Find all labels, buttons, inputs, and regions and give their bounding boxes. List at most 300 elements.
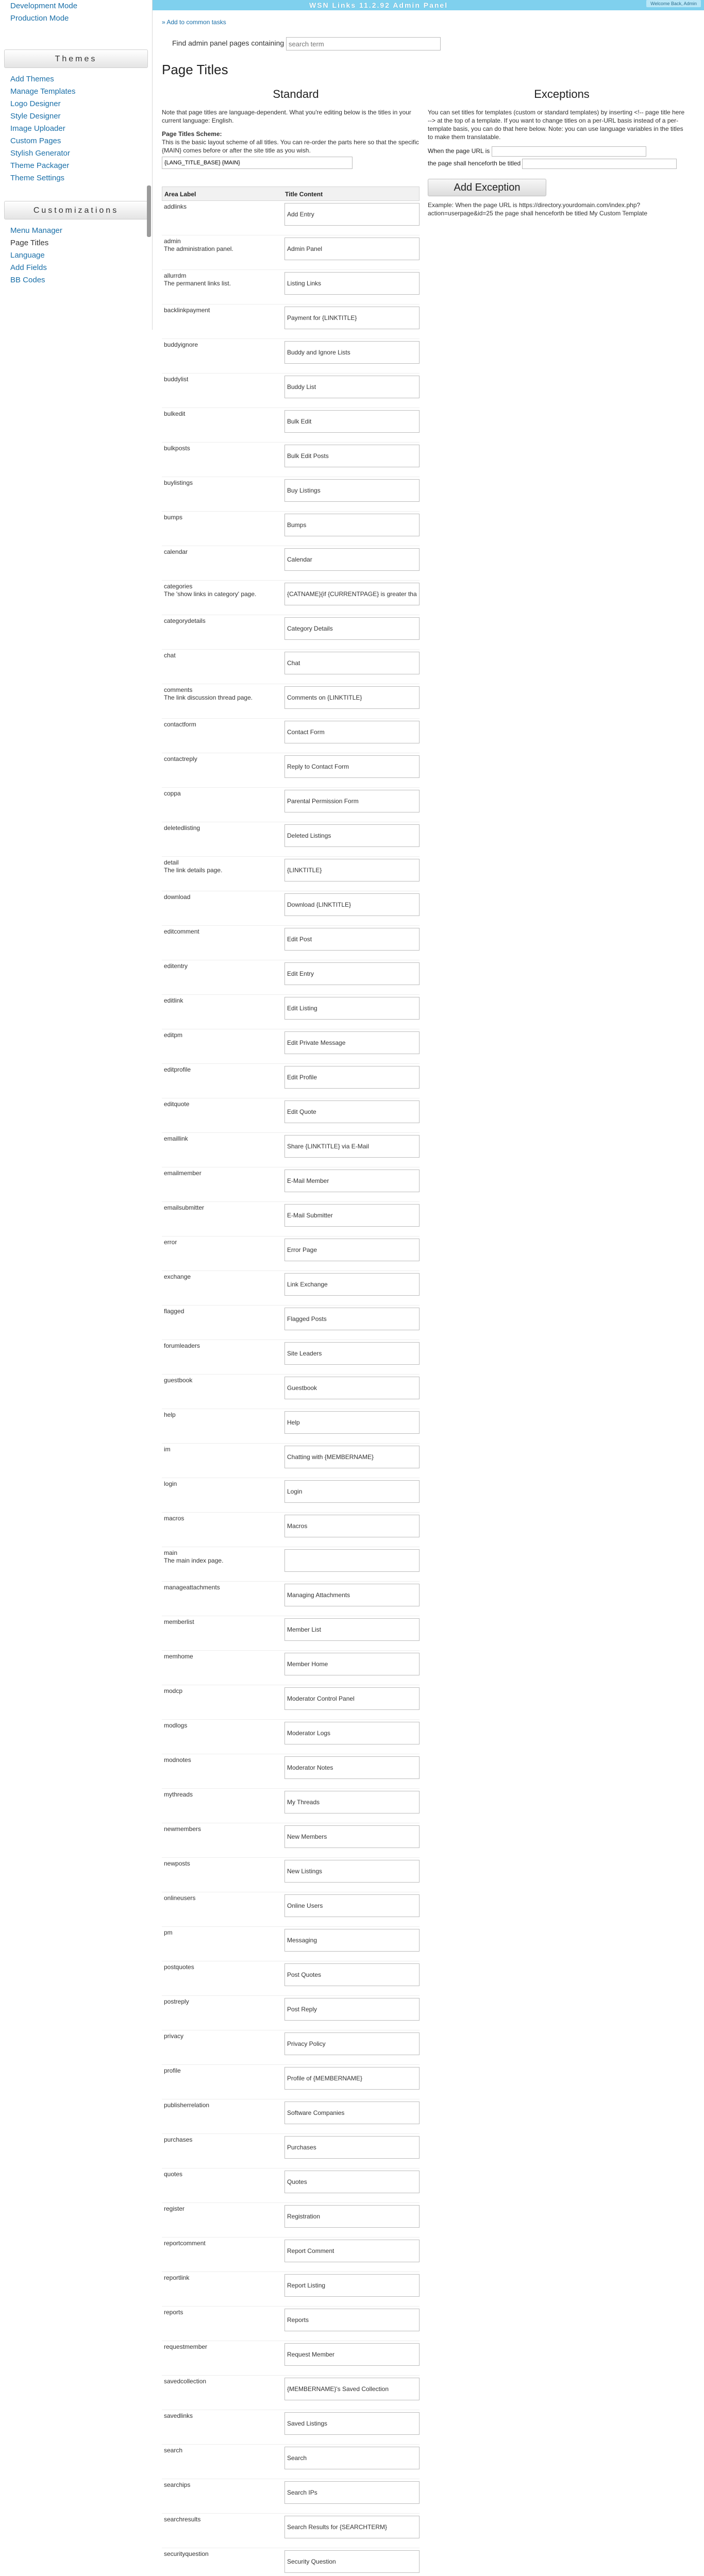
table-row [162,2203,420,2238]
table-row [162,2410,420,2445]
title-cell [282,235,420,269]
title-content-input[interactable] [284,2447,420,2469]
area-label: searchresults [164,2516,201,2523]
sidebar [0,0,153,330]
title-cell [282,995,420,1029]
area-label: modlogs [164,1722,188,1729]
title-content-input[interactable] [284,2481,420,2504]
title-cell [282,304,420,338]
area-label: modnotes [164,1756,191,1764]
find-pages-label: Find admin panel pages containing [172,39,284,47]
area-label: editentry [164,962,188,970]
title-content-input[interactable] [284,2516,420,2538]
title-content-input[interactable] [284,721,420,743]
sidebar-item-image-uploader[interactable]: Image Uploader [10,124,65,133]
table-row [162,1029,420,1064]
table-row [162,1996,420,2030]
area-label: exchange [164,1273,191,1280]
table-row [162,857,420,891]
table-row [162,1651,420,1685]
sidebar-item-style-designer[interactable]: Style Designer [10,112,61,121]
table-row [162,822,420,857]
title-cell [282,1444,420,1478]
title-content-input[interactable] [284,928,420,951]
title-content-input[interactable] [284,1066,420,1089]
title-content-input[interactable] [284,1618,420,1641]
title-content-input[interactable] [284,1515,420,1537]
title-content-input[interactable] [284,2412,420,2435]
exception-title-label: the page shall henceforth be titled [428,160,521,167]
title-content-input[interactable] [284,203,420,226]
area-label: main The main index page. [164,1549,224,1564]
area-label: register [164,2205,185,2212]
table-row [162,2099,420,2134]
sidebar-item-menu-manager[interactable]: Menu Manager [10,226,62,235]
title-cell [282,2030,420,2064]
title-content-input[interactable] [284,2550,420,2573]
customizations-section-header[interactable]: Customizations [4,201,148,219]
area-label: bulkposts [164,445,190,452]
find-pages-row [172,37,441,50]
table-row [162,1927,420,1961]
table-row [162,995,420,1029]
area-label: memhome [164,1653,193,1660]
title-content-input[interactable] [284,1998,420,2021]
title-cell [282,2134,420,2168]
title-cell [282,2065,420,2099]
table-row [162,2514,420,2548]
title-cell [282,788,420,822]
table-row [162,1064,420,1098]
title-cell [282,477,420,511]
title-cell [282,1236,420,1270]
area-label: calendar [164,548,188,555]
area-label: searchips [164,2481,191,2488]
table-row [162,1582,420,1616]
title-cell [282,1340,420,1374]
area-label: help [164,1411,176,1418]
area-label: error [164,1239,177,1246]
exception-title-row [428,159,696,169]
title-cell [282,2203,420,2237]
title-cell [282,684,420,718]
title-cell [282,2099,420,2133]
table-row [162,1892,420,1927]
area-label: deletedlisting [164,824,200,832]
title-cell [282,1029,420,1063]
title-cell [282,1927,420,1961]
table-row [162,1306,420,1340]
title-cell [282,408,420,442]
exception-url-label: When the page URL is [428,147,490,155]
title-cell [282,1616,420,1650]
table-row [162,650,420,684]
table-row [162,1409,420,1444]
welcome-badge[interactable]: Welcome Back, Admin [646,0,701,7]
area-label: coppa [164,790,181,797]
area-label: guestbook [164,1377,193,1384]
title-cell [282,1513,420,1547]
title-content-input[interactable] [284,238,420,260]
area-label: forumleaders [164,1342,200,1349]
table-row [162,2134,420,2168]
area-label: contactform [164,721,196,728]
title-content-input[interactable] [284,341,420,364]
title-content-input[interactable] [284,2274,420,2297]
table-row [162,2376,420,2410]
title-content-input[interactable] [284,2205,420,2228]
title-content-input[interactable] [284,2240,420,2262]
title-content-input[interactable] [284,1722,420,1744]
area-label: buylistings [164,479,193,486]
table-row [162,304,420,339]
table-row [162,512,420,546]
title-cell [282,1547,420,1581]
standard-heading: Standard [273,88,319,100]
title-cell [282,857,420,891]
title-cell [282,1064,420,1098]
title-content-input[interactable] [284,1411,420,1434]
title-content-input[interactable] [284,1204,420,1227]
sidebar-item-add-themes[interactable]: Add Themes [10,75,54,83]
title-content-input[interactable] [284,1135,420,1158]
title-cell [282,753,420,787]
title-content-input[interactable] [284,1929,420,1952]
title-content-input[interactable] [284,1963,420,1986]
title-cell [282,2376,420,2410]
title-content-input[interactable] [284,1791,420,1814]
title-content-input[interactable] [284,1446,420,1468]
area-label: privacy [164,2032,184,2040]
table-row [162,1858,420,1892]
sidebar-item-language[interactable]: Language [10,251,45,260]
area-label: quotes [164,2171,183,2178]
area-label: purchases [164,2136,193,2143]
table-row [162,2479,420,2514]
title-content-input[interactable] [284,376,420,398]
title-content-input[interactable] [284,1031,420,1054]
area-label: editprofile [164,1066,191,1073]
table-row [162,1823,420,1858]
table-row [162,374,420,408]
title-content-input[interactable] [284,1756,420,1779]
table-row [162,408,420,443]
table-header [162,187,420,201]
title-cell [282,2479,420,2513]
area-label: postreply [164,1998,189,2005]
title-content-input[interactable] [284,824,420,847]
table-row [162,2272,420,2307]
table-row [162,926,420,960]
area-label: bumps [164,514,183,521]
title-cell [282,581,420,615]
area-label: editpm [164,1031,183,1039]
scheme-description: This is the basic layout scheme of all titles. You can re-order the parts here so that the specific {MAIN} comes before or after the site title as you wish. [162,139,419,154]
sidebar-item-development-mode[interactable]: Development Mode [10,2,78,10]
area-label: categorydetails [164,617,206,624]
title-cell [282,1961,420,1995]
add-to-common-tasks-link[interactable]: » Add to common tasks [162,19,226,26]
table-row [162,1167,420,1202]
table-row [162,1720,420,1754]
area-label: macros [164,1515,185,1522]
sidebar-item-bb-codes[interactable]: BB Codes [10,276,45,284]
sidebar-item-logo-designer[interactable]: Logo Designer [10,99,61,108]
title-content-input[interactable] [284,1342,420,1365]
add-exception-button[interactable]: Add Exception [428,179,546,196]
title-content-input[interactable] [284,583,420,605]
title-content-input[interactable] [284,514,420,536]
table-row [162,546,420,581]
area-label: editcomment [164,928,199,935]
title-cell [282,1409,420,1443]
table-row [162,2341,420,2376]
area-label: editlink [164,997,183,1004]
table-row [162,1961,420,1996]
title-cell [282,891,420,925]
area-label: profile [164,2067,181,2074]
exception-example: Example: When the page URL is https://directory.yourdomain.com/index.php?action=userpage&id=25 the page shall henceforth be titled My Custom Template [428,201,648,217]
table-row [162,1478,420,1513]
sidebar-item-theme-packager[interactable]: Theme Packager [10,161,70,170]
page-titles-table [162,187,420,2576]
sidebar-item-stylish-generator[interactable]: Stylish Generator [10,149,70,158]
sidebar-scrollbar[interactable] [147,185,151,237]
title-cell [282,650,420,684]
title-cell [282,1167,420,1201]
admin-panel-title: WSN Links 11.2.92 Admin Panel [309,1,448,9]
title-cell [282,1202,420,1236]
title-cell [282,339,420,373]
page-title: Page Titles [162,62,228,77]
table-row [162,2065,420,2099]
sidebar-item-page-titles[interactable]: Page Titles [10,239,49,247]
title-content-input[interactable] [284,307,420,329]
area-label: emailmember [164,1170,202,1177]
title-cell [282,1478,420,1512]
title-content-input[interactable] [284,790,420,812]
column-header-title: Title Content [285,191,323,198]
themes-section-header[interactable]: Themes [4,49,148,68]
table-row [162,1375,420,1409]
area-label: postquotes [164,1963,194,1971]
title-content-input[interactable] [284,997,420,1020]
title-content-input[interactable] [284,893,420,916]
title-content-input[interactable] [284,2032,420,2055]
table-row [162,1271,420,1306]
area-label: mythreads [164,1791,193,1798]
title-content-input[interactable] [284,1308,420,1330]
table-row [162,2238,420,2272]
table-row [162,960,420,995]
title-cell [282,1823,420,1857]
title-content-input[interactable] [284,1170,420,1192]
area-label: newposts [164,1860,190,1867]
area-label: reportcomment [164,2240,206,2247]
table-row [162,2445,420,2479]
title-cell [282,1789,420,1823]
table-row [162,270,420,304]
title-cell [282,2548,420,2576]
area-label: detail The link details page. [164,859,223,874]
title-cell [282,1754,420,1788]
table-row [162,443,420,477]
title-cell [282,1098,420,1132]
table-row [162,235,420,270]
title-cell [282,2272,420,2306]
title-cell [282,2341,420,2375]
area-label: publisherrelation [164,2102,210,2109]
area-label: memberlist [164,1618,194,1625]
table-row [162,684,420,719]
sidebar-item-add-fields[interactable]: Add Fields [10,263,47,272]
area-label: buddyignore [164,341,198,348]
title-content-input[interactable] [284,2343,420,2366]
title-scheme-input[interactable] [162,157,353,169]
title-content-input[interactable] [284,1273,420,1296]
title-content-input[interactable] [284,962,420,985]
table-row [162,339,420,374]
exception-title-input[interactable] [522,159,677,169]
title-cell [282,1651,420,1685]
title-cell [282,1996,420,2030]
area-label: search [164,2447,183,2454]
title-cell [282,1892,420,1926]
title-cell [282,201,420,235]
title-cell [282,2410,420,2444]
title-content-input[interactable] [284,2309,420,2331]
table-row [162,201,420,235]
area-label: requestmember [164,2343,208,2350]
table-row [162,891,420,926]
title-cell [282,822,420,856]
table-row [162,1547,420,1582]
title-cell [282,1306,420,1340]
title-cell [282,374,420,408]
title-content-input[interactable] [284,1653,420,1675]
table-row [162,719,420,753]
title-cell [282,1858,420,1892]
title-cell [282,2238,420,2272]
title-cell [282,2514,420,2548]
area-label: emaillink [164,1135,188,1142]
table-row [162,1098,420,1133]
area-label: backlinkpayment [164,307,210,314]
title-cell [282,1685,420,1719]
table-row [162,1789,420,1823]
table-row [162,1513,420,1547]
table-row [162,2548,420,2576]
title-content-input[interactable] [284,479,420,502]
title-content-input[interactable] [284,410,420,433]
table-row [162,1754,420,1789]
title-content-input[interactable] [284,859,420,882]
title-content-input[interactable] [284,686,420,709]
title-cell [282,1133,420,1167]
title-content-input[interactable] [284,1825,420,1848]
exception-url-row [428,146,696,157]
title-content-input[interactable] [284,755,420,778]
table-row [162,1133,420,1167]
title-content-input[interactable] [284,1239,420,1261]
title-content-input[interactable] [284,2378,420,2400]
area-label: buddylist [164,376,189,383]
title-content-input[interactable] [284,1687,420,1710]
column-header-area: Area Label [164,191,196,198]
area-label: manageattachments [164,1584,220,1591]
area-label: flagged [164,1308,185,1315]
table-row [162,1202,420,1236]
title-content-input[interactable] [284,2067,420,2090]
title-content-input[interactable] [284,2171,420,2193]
table-body [162,201,420,2576]
table-row [162,753,420,788]
title-cell [282,2307,420,2341]
title-content-input[interactable] [284,548,420,571]
exceptions-description: You can set titles for templates (custom or standard templates) by inserting <!-- page title here --> at the top of a template. If you want to change titles on a per-URL basis instead of a per-template basis, you can do that here below. Note: you can use language variables in the titles to make them translatable. [428,109,685,141]
title-content-input[interactable] [284,2136,420,2159]
sidebar-item-theme-settings[interactable]: Theme Settings [10,174,65,182]
title-cell [282,2168,420,2202]
area-label: chat [164,652,176,659]
area-label: categories The 'show links in category' page. [164,583,257,598]
area-label: modcp [164,1687,183,1694]
area-label: reportlink [164,2274,190,2281]
title-content-input[interactable] [284,1549,420,1572]
title-cell [282,719,420,753]
area-label: savedcollection [164,2378,207,2385]
scheme-label: Page Titles Scheme: [162,130,222,138]
title-content-input[interactable] [284,1894,420,1917]
title-cell [282,615,420,649]
search-input[interactable] [286,37,441,50]
title-cell [282,926,420,960]
title-content-input[interactable] [284,617,420,640]
title-cell [282,1582,420,1616]
area-label: addlinks [164,203,187,210]
area-label: allurrdm The permanent links list. [164,272,231,287]
title-cell [282,270,420,304]
title-content-input[interactable] [284,1480,420,1503]
title-content-input[interactable] [284,1584,420,1606]
table-row [162,2030,420,2065]
title-content-input[interactable] [284,445,420,467]
table-row [162,581,420,615]
sidebar-item-production-mode[interactable]: Production Mode [10,14,69,23]
sidebar-item-manage-templates[interactable]: Manage Templates [10,87,76,96]
sidebar-item-custom-pages[interactable]: Custom Pages [10,137,61,145]
standard-description: Note that page titles are language-dependent. What you're editing below is the titles in your current language: English. [162,109,411,124]
area-label: reports [164,2309,183,2316]
title-content-input[interactable] [284,1100,420,1123]
title-content-input[interactable] [284,2102,420,2124]
title-cell [282,960,420,994]
title-cell [282,1271,420,1305]
area-label: onlineusers [164,1894,196,1902]
area-label: bulkedit [164,410,186,417]
table-row [162,2307,420,2341]
title-content-input[interactable] [284,1860,420,1883]
title-content-input[interactable] [284,652,420,674]
area-label: login [164,1480,177,1487]
table-row [162,1685,420,1720]
title-cell [282,2445,420,2479]
table-row [162,788,420,822]
exception-url-input[interactable] [492,146,646,157]
exceptions-heading: Exceptions [534,88,590,100]
title-content-input[interactable] [284,272,420,295]
title-content-input[interactable] [284,1377,420,1399]
